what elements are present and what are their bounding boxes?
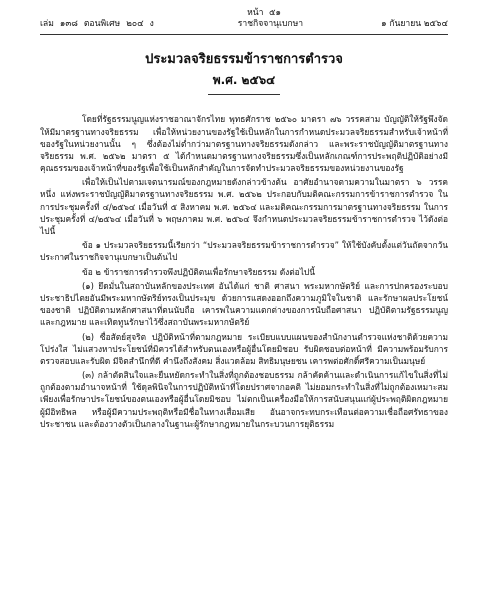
page-number: ๕๑ [268, 8, 281, 18]
section-letter: ง [149, 19, 154, 30]
publication-date: ๑ กันยายน ๒๕๖๔ [381, 19, 448, 30]
header-divider [40, 34, 448, 35]
preamble-paragraph-1: โดยที่รัฐธรรมนูญแห่งราชอาณาจักรไทย พุทธศักราช ๒๕๖๐ มาตรา ๗๖ วรรคสาม บัญญัติให้รัฐพึงจัดให้มีมาตรฐานทางจริยธรรม เพื่อให้หน่วยงานของรัฐใช้เป็นหลักในการกำหนดประมวลจริยธรรมสำหรับเจ้าหน้าที่ของรัฐในหน่วยงานนั้น ๆ ซึ่งต้องไม่ต่ำกว่ามาตรฐานทางจริยธรรมดังกล่าว และพระราชบัญญัติมาตรฐานทางจริยธรรม พ.ศ. ๒๕๖๒ มาตรา ๕ ได้กำหนดมาตรฐานทางจริยธรรมซึ่งเป็นหลักเกณฑ์การประพฤติปฏิบัติอย่างมีคุณธรรมของเจ้าหน้าที่ของรัฐเพื่อใช้เป็นหลักสำคัญในการจัดทำประมวลจริยธรรมของหน่วยงานของรัฐ [40, 114, 448, 174]
gazette-name: ราชกิจจานุเบกษา [237, 19, 304, 30]
clause-2: ข้อ ๒ ข้าราชการตำรวจพึงปฏิบัติตนเพื่อรักษาจริยธรรม ดังต่อไปนี้ [82, 266, 315, 277]
page-number-line [80, 8, 448, 19]
volume-info [40, 19, 160, 30]
page-label: หน้า [247, 8, 264, 18]
issue-number: ๒๐๔ [126, 19, 144, 30]
clause-2-item-1: (๑) ยึดมั่นในสถาบันหลักของประเทศ อันได้แก่ ชาติ ศาสนา พระมหากษัตริย์ และการปกครองระบอบประชาธิปไตยอันมีพระมหากษัตริย์ทรงเป็นประมุข ด้วยการแสดงออกถึงความภูมิใจในชาติ และรักษาผลประโยชน์ของชาติ ปฏิบัติตามหลักศาสนาที่ตนนับถือ เคารพในความแตกต่างของการนับถือศาสนา ปฏิบัติตามรัฐธรรมนูญและกฎหมาย และเทิดทูนรักษาไว้ซึ่งสถาบันพระมหากษัตริย์ [40, 280, 448, 328]
volume-number: ๑๓๘ [59, 19, 78, 30]
clause-1: ข้อ ๑ ประมวลจริยธรรมนี้เรียกว่า “ประมวลจริยธรรมข้าราชการตำรวจ” ให้ใช้บังคับตั้งแต่วันถัดจากวันประกาศในราชกิจจานุเบกษาเป็นต้นไป [40, 240, 448, 263]
title-divider [208, 94, 280, 95]
preamble-paragraph-2: เพื่อให้เป็นไปตามเจตนารมณ์ของกฎหมายดังกล่าวข้างต้น อาศัยอำนาจตามความในมาตรา ๖ วรรคหนึ่ง แห่งพระราชบัญญัติมาตรฐานทางจริยธรรม พ.ศ. ๒๕๖๒ ประกอบกับมติคณะกรรมการข้าราชการตำรวจ ในการประชุมครั้งที่ ๔/๒๕๖๔ เมื่อวันที่ ๕ สิงหาคม พ.ศ. ๒๕๖๔ และมติคณะกรรมการมาตรฐานทางจริยธรรม ในการประชุมครั้งที่ ๔/๒๕๖๔ เมื่อวันที่ ๖ พฤษภาคม พ.ศ. ๒๕๖๔ จึงกำหนดประมวลจริยธรรมข้าราชการตำรวจ ไว้ดังต่อไปนี้ [40, 177, 448, 237]
issue-label: ตอนพิเศษ [83, 19, 121, 30]
document-title: ประมวลจริยธรรมข้าราชการตำรวจ [145, 52, 343, 68]
clause-2-item-2: (๒) ซื่อสัตย์สุจริต ปฏิบัติหน้าที่ตามกฎหมาย ระเบียบแบบแผนของสำนักงานตำรวจแห่งชาติด้วยความโปร่งใส ไม่แสวงหาประโยชน์ที่มิควรได้สำหรับตนเองหรือผู้อื่นโดยมิชอบ รับผิดชอบต่อหน้าที่ มีความพร้อมรับการตรวจสอบและรับผิด มีจิตสำนึกที่ดี คำนึงถึงสังคม สิ่งแวดล้อม สิทธิมนุษยชน เคารพต่อศักดิ์ศรีความเป็นมนุษย์ [40, 331, 448, 366]
volume-label: เล่ม [40, 19, 54, 30]
gazette-header [40, 19, 448, 30]
document-year: พ.ศ. ๒๕๖๔ [212, 72, 276, 87]
clause-2-item-3: (๓) กล้าตัดสินใจและยืนหยัดกระทำในสิ่งที่ถูกต้องชอบธรรม กล้าคัดค้านและดำเนินการแก้ไขในสิ่งที่ไม่ถูกต้องตามอำนาจหน้าที่ ใช้ดุลพินิจในการปฏิบัติหน้าที่โดยปราศจากอคติ ไม่ยอมกระทำในสิ่งที่ไม่ถูกต้องเหมาะสมเพียงเพื่อรักษาประโยชน์ของตนเองหรือผู้อื่นโดยมิชอบ ไม่ตกเป็นเครื่องมือให้การสนับสนุนแก่ผู้ประพฤติผิดกฎหมาย ผู้มีอิทธิพล หรือผู้มีความประพฤติหรือมีชื่อในทางเสื่อมเสีย อันอาจกระทบกระเทือนต่อความเชื่อถือศรัทธาของประชาชน และต้องวางตัวเป็นกลางในฐานะผู้รักษากฎหมายในกระบวนการยุติธรรม [40, 370, 448, 429]
